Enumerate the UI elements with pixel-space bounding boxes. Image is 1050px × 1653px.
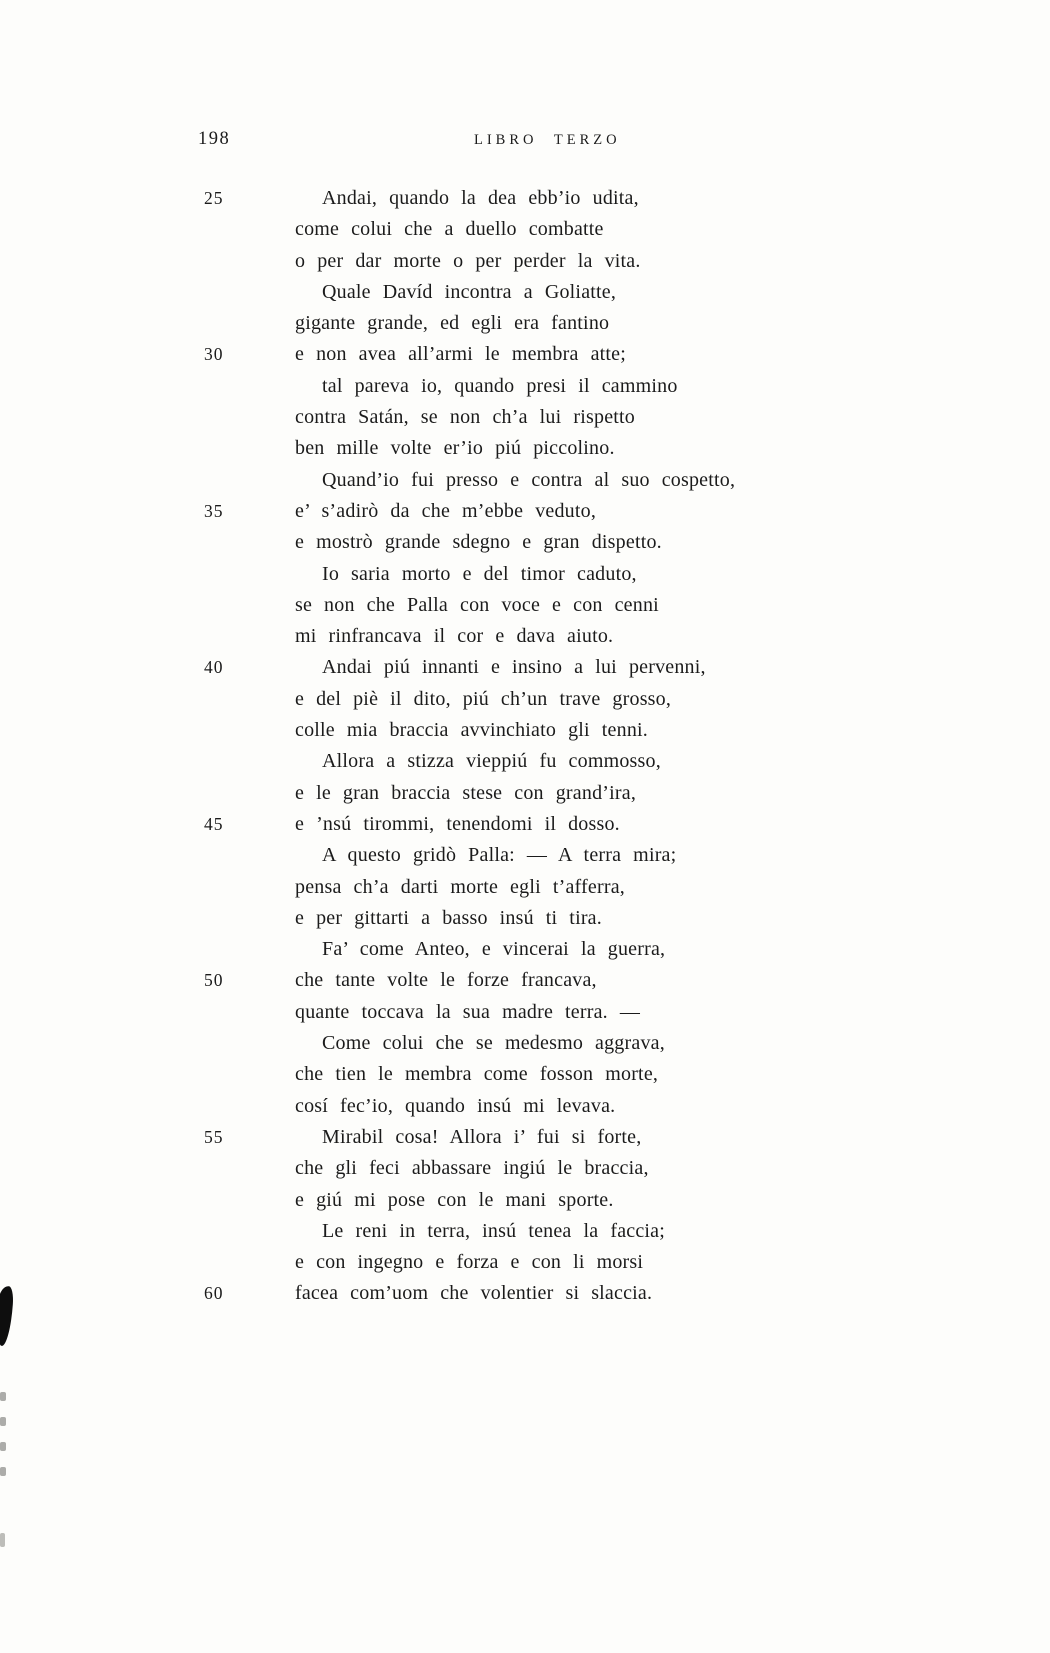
verse-text: e le gran braccia stese con grand’ira,	[295, 781, 637, 804]
verse-text: e mostrò grande sdegno e gran dispetto.	[295, 531, 662, 554]
verse-text: Quand’io fui presso e contra al suo cospetto,	[322, 468, 736, 491]
poem-line	[0, 1153, 1050, 1184]
verse-text: e giú mi pose con le mani sporte.	[295, 1188, 614, 1211]
ink-smudge-faint	[0, 1392, 7, 1476]
poem-line	[0, 183, 1050, 214]
verse-text: Mirabil cosa! Allora i’ fui si forte,	[322, 1125, 642, 1148]
verse-text: ben mille volte er’io piú piccolino.	[295, 437, 615, 460]
poem-line	[0, 684, 1050, 715]
verse-text: Le reni in terra, insú tenea la faccia;	[322, 1219, 666, 1242]
verse-text: Io saria morto e del timor caduto,	[322, 562, 637, 585]
verse-text: che gli feci abbassare ingiú le braccia,	[295, 1157, 649, 1180]
poem-line	[0, 621, 1050, 652]
verse-text: come colui che a duello combatte	[295, 218, 604, 241]
verse-text: e non avea all’armi le membra atte;	[295, 343, 626, 366]
verse-text: Andai piú innanti e insino a lui pervenni,	[322, 656, 706, 679]
ink-smudge-tiny	[0, 1533, 5, 1547]
verse-text: pensa ch’a darti morte egli t’afferra,	[295, 875, 625, 898]
verse-text: Quale Davíd incontra a Goliatte,	[322, 280, 617, 303]
page-number: 198	[198, 129, 231, 149]
poem-line	[0, 1059, 1050, 1090]
poem-line	[0, 339, 1050, 370]
poem-line	[0, 715, 1050, 746]
verse-text: e del piè il dito, piú ch’un trave grosso,	[295, 687, 672, 710]
poem-line	[0, 1247, 1050, 1278]
poem-line	[0, 934, 1050, 965]
running-title: LIBRO TERZO	[474, 132, 621, 148]
poem-line	[0, 496, 1050, 527]
poem-line	[0, 965, 1050, 996]
ink-smudge	[0, 1286, 14, 1347]
verse-text: facea com’uom che volentier si slaccia.	[295, 1282, 653, 1305]
verse-text: che tien le membra come fosson morte,	[295, 1063, 659, 1086]
verse-text: e ’nsú tirommi, tenendomi il dosso.	[295, 812, 620, 835]
verse-text: o per dar morte o per perder la vita.	[295, 249, 641, 272]
verse-text: gigante grande, ed egli era fantino	[295, 312, 610, 335]
poem-line	[0, 778, 1050, 809]
poem-line	[0, 746, 1050, 777]
poem-line	[0, 840, 1050, 871]
verse-text: e per gittarti a basso insú ti tira.	[295, 906, 602, 929]
poem	[0, 183, 1050, 1310]
verse-text: Fa’ come Anteo, e vincerai la guerra,	[322, 938, 666, 961]
running-header	[0, 129, 1050, 155]
poem-line	[0, 1278, 1050, 1309]
verse-text: tal pareva io, quando presi il cammino	[322, 374, 678, 397]
poem-line	[0, 402, 1050, 433]
poem-line	[0, 1185, 1050, 1216]
verse-line-number: 25	[204, 188, 224, 208]
verse-line-number: 30	[204, 344, 224, 365]
poem-line	[0, 559, 1050, 590]
poem-line	[0, 371, 1050, 402]
poem-line	[0, 1216, 1050, 1247]
verse-line-number: 35	[204, 500, 224, 521]
poem-line	[0, 1091, 1050, 1122]
poem-line	[0, 214, 1050, 245]
verse-text: Andai, quando la dea ebb’io udita,	[322, 187, 639, 209]
verse-text: e’ s’adirò da che m’ebbe veduto,	[295, 499, 597, 522]
verse-text: se non che Palla con voce e con cenni	[295, 593, 659, 616]
poem-line	[0, 527, 1050, 558]
verse-text: e con ingegno e forza e con li morsi	[295, 1251, 644, 1274]
poem-line	[0, 1028, 1050, 1059]
verse-text: quante toccava la sua madre terra. —	[295, 1000, 641, 1023]
poem-line	[0, 903, 1050, 934]
verse-text: cosí fec’io, quando insú mi levava.	[295, 1094, 616, 1117]
verse-line-number: 50	[204, 970, 224, 991]
verse-text: mi rinfrancava il cor e dava aiuto.	[295, 625, 614, 648]
poem-line	[0, 465, 1050, 496]
verse-text: che tante volte le forze francava,	[295, 969, 597, 992]
poem-line	[0, 1122, 1050, 1153]
poem-line	[0, 433, 1050, 464]
verse-line-number: 55	[204, 1126, 224, 1147]
poem-line	[0, 277, 1050, 308]
poem-line	[0, 809, 1050, 840]
poem-line	[0, 590, 1050, 621]
poem-line	[0, 872, 1050, 903]
verse-text: Allora a stizza vieppiú fu commosso,	[322, 750, 661, 773]
verse-line-number: 40	[204, 657, 224, 678]
poem-line	[0, 308, 1050, 339]
verse-text: contra Satán, se non ch’a lui rispetto	[295, 406, 635, 429]
verse-text: colle mia braccia avvinchiato gli tenni.	[295, 719, 648, 742]
verse-line-number: 45	[204, 813, 224, 834]
verse-text: A questo gridò Palla: — A terra mira;	[322, 844, 677, 867]
poem-line	[0, 246, 1050, 277]
verse-line-number: 60	[204, 1283, 224, 1304]
poem-line	[0, 652, 1050, 683]
verse-text: Come colui che se medesmo aggrava,	[322, 1032, 665, 1055]
poem-line	[0, 997, 1050, 1028]
